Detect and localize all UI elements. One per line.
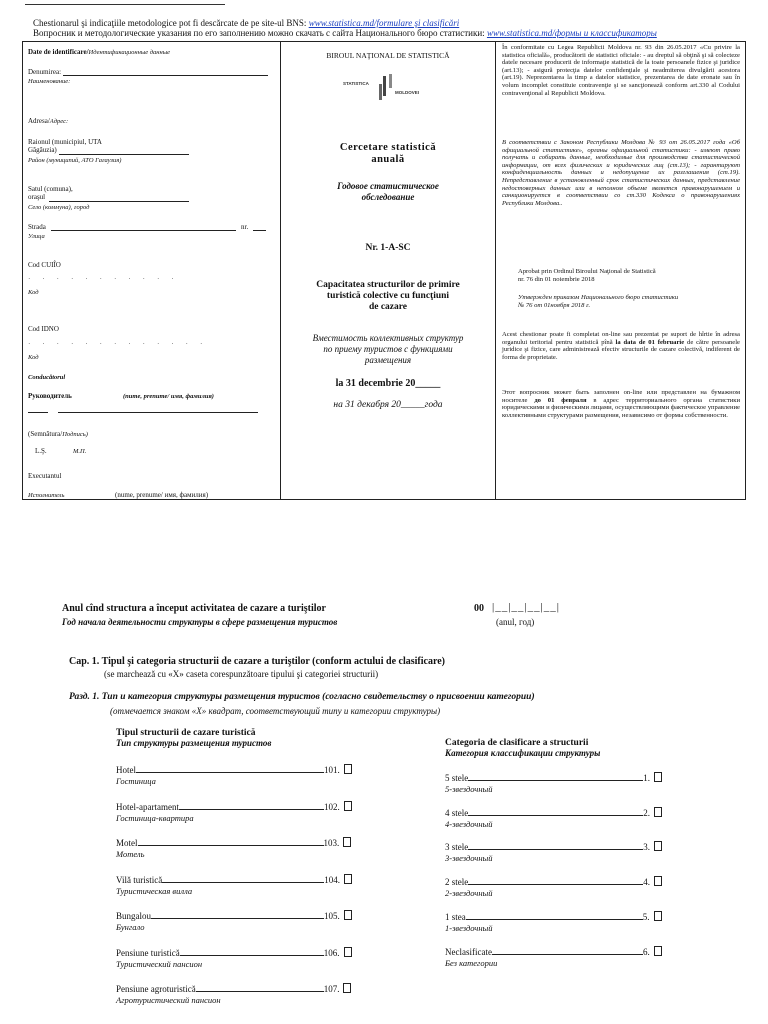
type-leader-line bbox=[196, 991, 324, 992]
statistica-logo bbox=[343, 72, 433, 102]
logo-text-2: MOLDOVEI bbox=[395, 90, 420, 95]
logo-text-1: STATISTICA bbox=[343, 81, 369, 86]
type-checkbox[interactable] bbox=[343, 837, 351, 847]
start-year-code: 00 bbox=[474, 603, 484, 614]
category-row bbox=[445, 841, 662, 863]
type-checkbox[interactable] bbox=[344, 801, 352, 811]
type-code: 106. bbox=[323, 947, 340, 958]
form-number: Nr. 1-A-SC bbox=[365, 243, 411, 253]
type-leader-line bbox=[180, 955, 324, 956]
semnatura-label: (Semnătura/Подпись) bbox=[28, 430, 88, 438]
category-label: 3 stele bbox=[445, 842, 469, 853]
type-code: 104. bbox=[324, 874, 340, 885]
idno-ticks[interactable]: ˙˙˙˙˙˙˙˙˙˙˙˙˙ bbox=[28, 342, 215, 350]
category-checkbox[interactable] bbox=[654, 946, 662, 956]
type-label-ru: Агротуристический пансион bbox=[116, 995, 221, 1005]
cap1-title: Cap. 1. Tipul şi categoria structurii de cazare a turiştilor (conform actului de clasificare) bbox=[69, 656, 445, 667]
type-code: 103. bbox=[323, 838, 340, 848]
type-label-ru: Туристический пансион bbox=[116, 958, 203, 969]
type-leader-line bbox=[162, 882, 324, 883]
cuiio-label: Cod CUIÎO bbox=[28, 261, 61, 269]
type-leader-line bbox=[136, 772, 324, 773]
approved-ru: Утвержден приказом Национального бюро статистики № 76 от 01ноября 2018 г. bbox=[518, 294, 679, 309]
category-label-ru: 1-звездочный bbox=[445, 922, 493, 933]
id-data-label: Date de identificare/Идентификационные данные bbox=[28, 48, 171, 56]
type-row bbox=[116, 947, 352, 969]
raionul-field[interactable] bbox=[59, 154, 189, 155]
category-leader-line bbox=[468, 849, 643, 850]
category-code: 3. bbox=[643, 842, 650, 853]
type-checkbox[interactable] bbox=[344, 764, 352, 774]
intro-line-ru: Вопросник и методологические указания по его заполнению можно скачать с сайта Национального бюро статистики: www.statistica.md/формы и классификаторы bbox=[33, 28, 657, 38]
category-checkbox[interactable] bbox=[654, 911, 662, 921]
type-label: Vilă turistică bbox=[116, 874, 163, 885]
legal-ru: В соответствии с Законом Республики Молдова № 93 от 26.05.2017 года «Об официальной статистике», органы официальной статистики: - имеют право получать и собирать данные, необходимые для производства статистической информации, от всех физических и юридических лиц (ст.13); - гарантируют конфиденциальность данных и недопущение их разглашения (ст.19). Непредставление в установленный срок статистических данных, представление недостоверных данных или в неполном объеме является правонарушением и санкционируется в соответствии со ст.330 Кодекса о правонарушениях Республики Молдова.. bbox=[502, 139, 740, 207]
category-code: 6. bbox=[642, 946, 650, 957]
category-checkbox[interactable] bbox=[654, 841, 662, 851]
subject-ro: Capacitatea structurilor de primire turistică colective cu funcţiuni de cazare bbox=[316, 280, 460, 312]
type-label-ru: Гостиница-квартира bbox=[116, 812, 194, 823]
raionul-ru: Район (муниципий, АТО Гагаузия) bbox=[28, 157, 122, 164]
cuiio-ru: Код bbox=[28, 289, 39, 296]
legal-column bbox=[496, 42, 745, 499]
category-label-ru: 4-звездочный bbox=[445, 818, 493, 829]
category-row bbox=[445, 946, 662, 968]
link-forms[interactable]: /formulare şi clasificări bbox=[374, 18, 460, 28]
start-year-hint: (anul, год) bbox=[496, 617, 535, 627]
nume2-label: (nume, prenume/ имя, фамилия) bbox=[115, 491, 209, 499]
denumirea-label: Denumirea: bbox=[28, 68, 62, 76]
conducatorul-label: Conducătorul bbox=[28, 374, 66, 381]
header-frame bbox=[22, 41, 746, 500]
cuiio-ticks[interactable]: ˙˙˙˙˙˙˙˙˙˙˙ bbox=[28, 277, 186, 285]
type-code: 105. bbox=[324, 911, 340, 921]
intro-line-ro: Chestionarul şi indicaţiile metodologice pot fi descărcate de pe site-ul BNS: www.statistica.md/formulare şi clasificări bbox=[33, 18, 460, 28]
category-label: 2 stele bbox=[445, 877, 469, 888]
top-rule bbox=[25, 4, 225, 5]
category-label: 5 stele bbox=[445, 773, 469, 783]
gagauzia-label: Găgăuzia) bbox=[28, 146, 57, 154]
type-label: Bungalou bbox=[116, 911, 151, 921]
denumirea-ru: Наименование: bbox=[28, 78, 71, 85]
title-column bbox=[281, 42, 496, 499]
title-ru: Годовое статистическое обследование bbox=[337, 181, 439, 202]
category-leader-line bbox=[468, 780, 643, 781]
category-label-ru: 2-звездочный bbox=[445, 888, 493, 899]
category-label-ru: 5-звездочный bbox=[445, 784, 493, 794]
type-label: Pensiune agroturistică bbox=[116, 984, 196, 994]
satul-ru: Село (коммуна), город bbox=[28, 204, 90, 211]
category-label: Neclasificate bbox=[445, 946, 492, 957]
category-label-ru: Без категории bbox=[445, 957, 498, 968]
category-label: 4 stele bbox=[445, 807, 469, 818]
cap1-hint: (se marchează cu «X» caseta corespunzătoare tipului şi categoriei structurii) bbox=[104, 669, 379, 679]
category-code: 4. bbox=[643, 877, 650, 888]
legal-ro: În conformitate cu Legea Republicii Moldova nr. 93 din 26.05.2017 «Cu privire la statistica oficială», producătorii de statistici oficiale: - au dreptul să obţină şi să colecteze datele necesare producerii de informaţie statistică de la toate persoanele fizice şi juridice (art.13); - asigură protecţia datelor confidenţiale şi neadmiterea divulgării acestora (art.19). Neprezentarea la timp a datelor statistice, prezentarea de date eronate sau în volum incomplet constituie contravenţie şi se sancţionează conform art.330 al Codului contravenţional al Republicii Moldova. bbox=[502, 44, 740, 97]
type-label-ru: Туристическая вилла bbox=[116, 885, 193, 896]
date-ru: на 31 декабря 20_____года bbox=[333, 400, 443, 410]
category-row bbox=[445, 772, 662, 794]
satul-field[interactable] bbox=[49, 201, 189, 202]
ispolnitel-label: Исполнитель bbox=[28, 492, 65, 499]
type-label-ru: Мотель bbox=[116, 849, 145, 859]
category-row bbox=[445, 876, 662, 898]
type-row bbox=[116, 801, 352, 823]
cap1-hint-ru: (отмечается знаком «Х» квадрат, соответствующий типу и категории структуры) bbox=[110, 706, 441, 716]
nume-label: (nume, prenume/ имя, фамилия) bbox=[123, 393, 214, 400]
link-site-ru[interactable]: www.statistica.md bbox=[486, 28, 553, 38]
type-label: Hotel-apartament bbox=[116, 801, 179, 812]
type-row bbox=[116, 837, 351, 859]
start-year-boxes[interactable]: |__|__|__|__| bbox=[492, 601, 561, 613]
ls-label: L.Ş. bbox=[35, 447, 47, 455]
type-code: 102. bbox=[323, 801, 340, 812]
online-ro: Acest chestionar poate fi completat on-line sau prezentat pe suport de hîrtie în adresa organului teritorial pentru statistică pînă la data de 01 februarie de către persoanele juridice şi fizice, care administrează efectiv structurile de cazare colectivă, indiferent de forma de proprietate. bbox=[502, 331, 740, 361]
nr-label: nr. bbox=[241, 223, 249, 231]
idno-ru: Код bbox=[28, 354, 39, 361]
title-ro: Cercetare statistică anuală bbox=[339, 142, 437, 165]
category-row bbox=[445, 807, 662, 829]
category-code: 2. bbox=[643, 807, 650, 818]
type-leader-line bbox=[151, 918, 324, 919]
approved-ro: Aprobat prin Ordinul Biroului Naţional de Statistică nr. 76 din 01 noiembrie 2018 bbox=[518, 268, 656, 283]
category-checkbox[interactable] bbox=[654, 876, 662, 886]
denumirea-field[interactable] bbox=[63, 75, 268, 76]
type-label: Pensiune turistică bbox=[116, 947, 180, 958]
type-row bbox=[116, 983, 351, 1005]
orasul-label: oraşul bbox=[28, 193, 46, 201]
executantul-label: Executantul bbox=[28, 472, 62, 480]
type-code: 101. bbox=[324, 765, 340, 775]
category-code: 5. bbox=[642, 911, 650, 922]
type-label: Hotel bbox=[116, 765, 136, 775]
type-row bbox=[116, 874, 352, 896]
category-code: 1. bbox=[643, 773, 650, 783]
category-checkbox[interactable] bbox=[654, 807, 662, 817]
link-site[interactable]: www.statistica.md bbox=[308, 18, 375, 28]
satul-label: Satul (comuna), bbox=[28, 185, 73, 193]
raionul-label: Raionul (municipiul, UTA bbox=[28, 138, 102, 146]
rukovoditel-field[interactable] bbox=[58, 412, 258, 413]
rukovoditel-label: Руководитель bbox=[28, 392, 72, 400]
type-leader-line bbox=[179, 809, 324, 810]
rukovoditel-short-field[interactable] bbox=[28, 412, 48, 413]
type-label: Motel bbox=[116, 838, 138, 848]
mp-label: М.П. bbox=[73, 448, 87, 455]
type-checkbox[interactable] bbox=[343, 983, 351, 993]
date-ro: la 31 decembrie 20_____ bbox=[335, 378, 441, 389]
category-label-ru: 3-звездочный bbox=[445, 853, 493, 864]
category-row bbox=[445, 911, 662, 933]
categories-header: Categoria de clasificare a structurii Категория классификации структуры bbox=[445, 738, 601, 758]
strada-label: Strada bbox=[28, 223, 46, 231]
category-leader-line bbox=[466, 919, 643, 920]
category-leader-line bbox=[468, 884, 643, 885]
category-leader-line bbox=[468, 815, 643, 816]
cap1-title-ru: Разд. 1. Тип и категория структуры размещения туристов (согласно свидетельству о присвоении категории) bbox=[69, 692, 535, 702]
nr-field[interactable] bbox=[253, 230, 266, 231]
type-checkbox[interactable] bbox=[344, 947, 352, 957]
type-leader-line bbox=[138, 845, 324, 846]
online-ru: Этот вопросник может быть заполнен on-line или представлен на бумажном носителе до 01 февраля в адрес территориального органа статистики юридическими и физическими лицами, осуществляющими фактическое управление коллективными структурами размещения, независимо от формы собственности. bbox=[502, 389, 740, 419]
adresa-label: Adresa/Адрес: bbox=[28, 117, 69, 125]
link-forms-ru[interactable]: /формы и классификаторы bbox=[552, 28, 657, 38]
category-checkbox[interactable] bbox=[654, 772, 662, 782]
type-checkbox[interactable] bbox=[344, 910, 352, 920]
type-code: 107. bbox=[323, 984, 340, 994]
identification-column bbox=[23, 42, 281, 499]
start-year-label: Anul cînd structura a început activitatea de cazare a turiştilor bbox=[62, 603, 326, 614]
type-row bbox=[116, 910, 352, 932]
idno-label: Cod IDNO bbox=[28, 325, 59, 333]
type-row bbox=[116, 764, 352, 786]
type-label-ru: Гостиница bbox=[116, 776, 156, 786]
category-label: 1 stea bbox=[445, 911, 466, 922]
strada-field[interactable] bbox=[51, 230, 236, 231]
category-leader-line bbox=[492, 954, 643, 955]
types-header: Tipul structurii de cazare turistică Тип структуры размещения туристов bbox=[116, 728, 272, 748]
strada-ru: Улица bbox=[28, 233, 45, 240]
subject-ru: Вместимость коллективных структур по приему туристов с функциями размещения bbox=[312, 333, 464, 365]
intro bbox=[33, 18, 753, 38]
type-label-ru: Бунгало bbox=[116, 922, 145, 932]
biroul-label: BIROUL NAŢIONAL DE STATISTICĂ bbox=[326, 51, 450, 60]
start-year-label-ru: Год начала деятельности структуры в сфере размещения туристов bbox=[62, 617, 338, 627]
type-checkbox[interactable] bbox=[344, 874, 352, 884]
